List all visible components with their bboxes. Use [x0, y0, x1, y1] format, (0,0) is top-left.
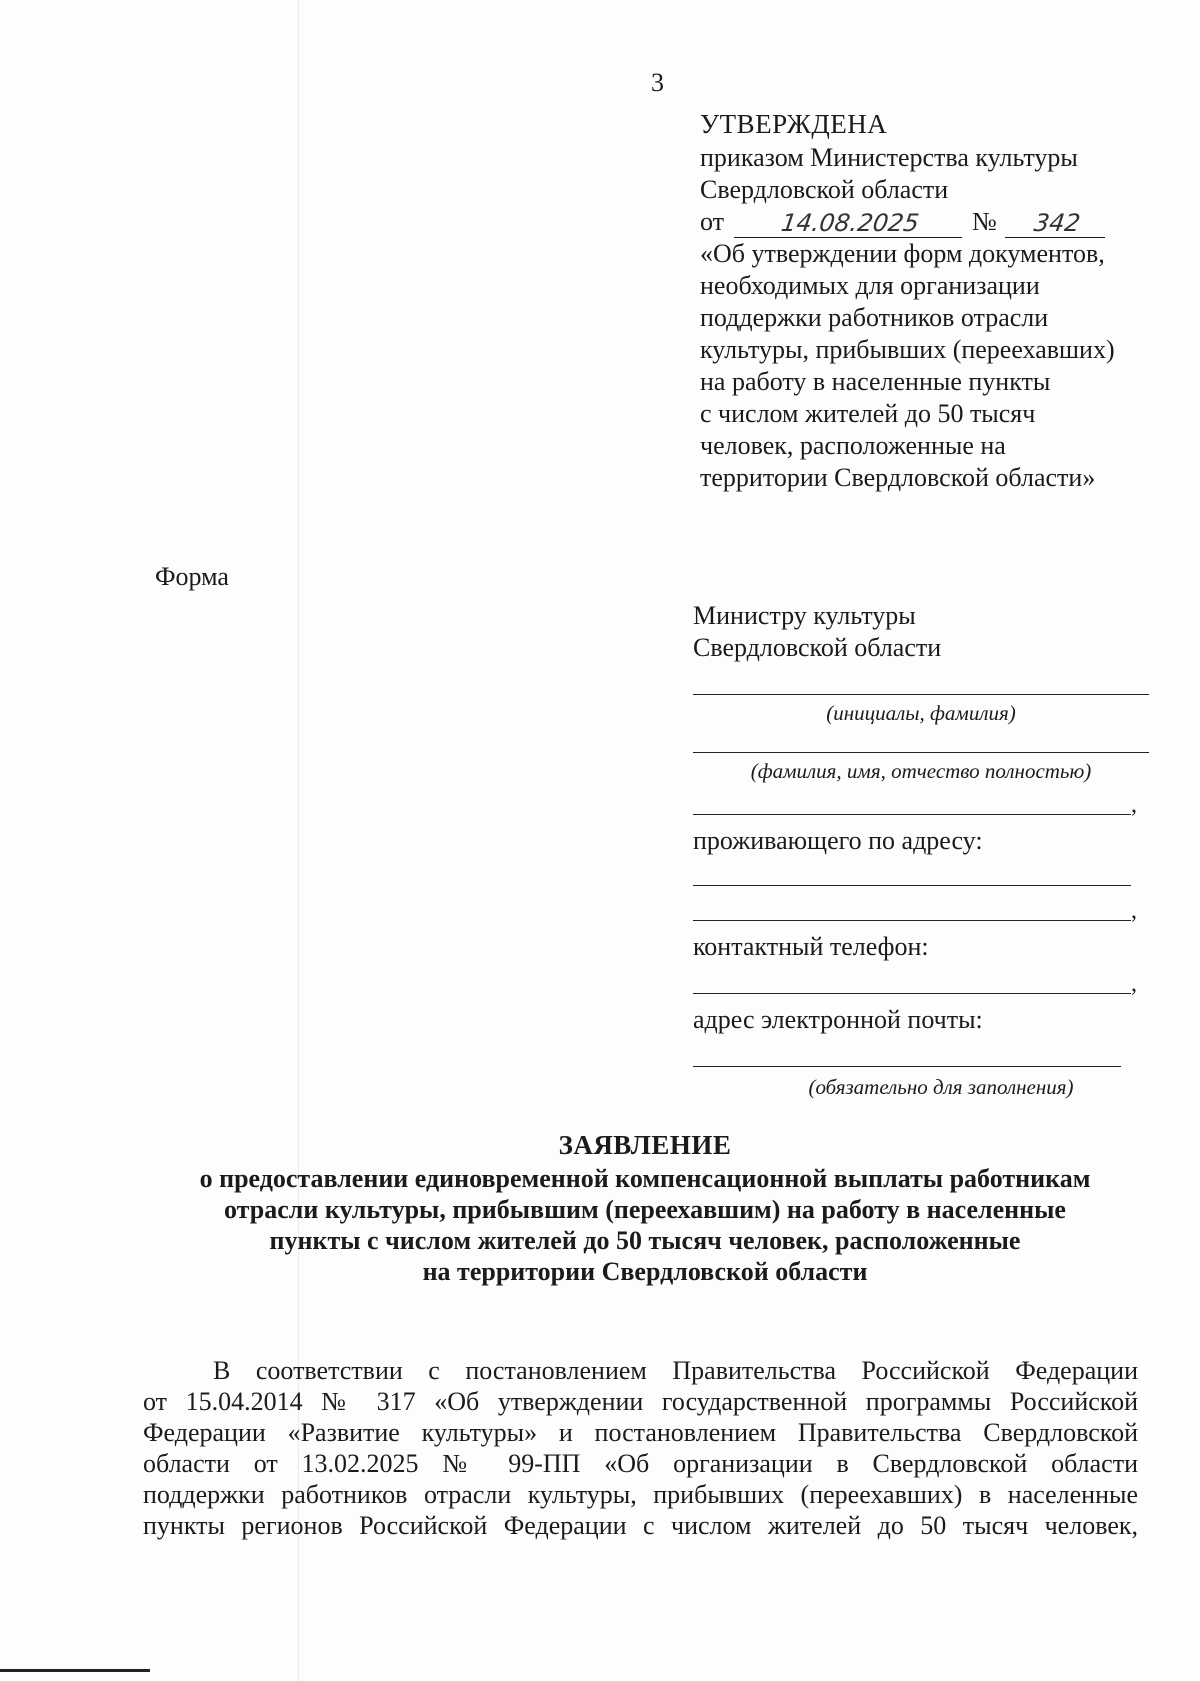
approval-line-1: приказом Министерства культуры	[700, 143, 1078, 172]
subject-line: с числом жителей до 50 тысяч	[700, 399, 1036, 428]
page-number: 3	[651, 68, 664, 97]
subject-line: территории Свердловской области»	[700, 463, 1096, 492]
subject-line: человек, расположенные на	[700, 431, 1006, 460]
handwritten-number: 342	[1005, 209, 1109, 238]
residing-label: проживающего по адресу:	[693, 826, 983, 855]
comma: ,	[1131, 971, 1137, 997]
phone-fill-line[interactable]	[693, 971, 1137, 997]
statement-subtitle-line: пункты с числом жителей до 50 тысяч человек, расположенные	[269, 1226, 1021, 1255]
full-name-fill-line-2[interactable]	[693, 792, 1137, 818]
hint-required: (обязательно для заполнения)	[808, 1075, 1074, 1099]
scan-edge-mark	[0, 1669, 150, 1672]
subject-line: культуры, прибывших (переехавших)	[700, 335, 1115, 364]
number-prefix: №	[972, 207, 997, 236]
body-line: от 15.04.2014 № 317 «Об утверждении государственной программы Российской	[143, 1387, 1138, 1416]
body-line: поддержки работников отрасли культуры, прибывших (переехавших) в населенные	[143, 1480, 1138, 1509]
body-line: В соответствии с постановлением Правительства Российской Федерации	[213, 1356, 1138, 1385]
address-fill-line-1[interactable]	[693, 885, 1131, 886]
subject-line: «Об утверждении форм документов,	[700, 239, 1105, 268]
statement-title: ЗАЯВЛЕНИЕ	[558, 1130, 732, 1160]
handwritten-date: 14.08.2025	[734, 209, 966, 238]
addressee-block	[693, 600, 1149, 1100]
hint-full-name: (фамилия, имя, отчество полностью)	[750, 759, 1092, 783]
comma: ,	[1131, 898, 1137, 924]
hint-initials: (инициалы, фамилия)	[826, 701, 1016, 725]
statement-subtitle-line: о предоставлении единовременной компенсационной выплаты работникам	[199, 1164, 1091, 1193]
approval-title: УТВЕРЖДЕНА	[700, 109, 888, 139]
approval-line-2: Свердловской области	[700, 175, 949, 204]
phone-label: контактный телефон:	[693, 932, 929, 961]
address-fill-line-2[interactable]	[693, 898, 1137, 924]
subject-line: на работу в населенные пункты	[700, 367, 1051, 396]
body-line: Федерации «Развитие культуры» и постановлением Правительства Свердловской	[143, 1418, 1138, 1447]
statement-heading	[150, 1130, 1140, 1287]
body-line: области от 13.02.2025 № 99-ПП «Об организации в Свердловской области	[143, 1449, 1138, 1478]
email-label: адрес электронной почты:	[693, 1005, 983, 1034]
statement-subtitle-line: на территории Свердловской области	[422, 1257, 868, 1286]
email-fill-line[interactable]	[693, 1066, 1121, 1067]
body-paragraph	[143, 1355, 1138, 1541]
addressee-line-1: Министру культуры	[693, 601, 916, 630]
approval-block	[700, 108, 1180, 494]
comma: ,	[1131, 792, 1137, 818]
subject-line: поддержки работников отрасли	[700, 303, 1049, 332]
initials-fill-line[interactable]	[693, 694, 1149, 695]
addressee-line-2: Свердловской области	[693, 633, 942, 662]
order-date-number-row	[700, 206, 1180, 238]
statement-subtitle-line: отрасли культуры, прибывшим (переехавшим) на работу в населенные	[224, 1195, 1066, 1224]
body-line: пункты регионов Российской Федерации с числом жителей до 50 тысяч человек,	[143, 1511, 1138, 1540]
full-name-fill-line[interactable]	[693, 752, 1149, 753]
subject-line: необходимых для организации	[700, 271, 1040, 300]
form-label: Форма	[155, 562, 229, 591]
date-prefix: от	[700, 207, 725, 236]
